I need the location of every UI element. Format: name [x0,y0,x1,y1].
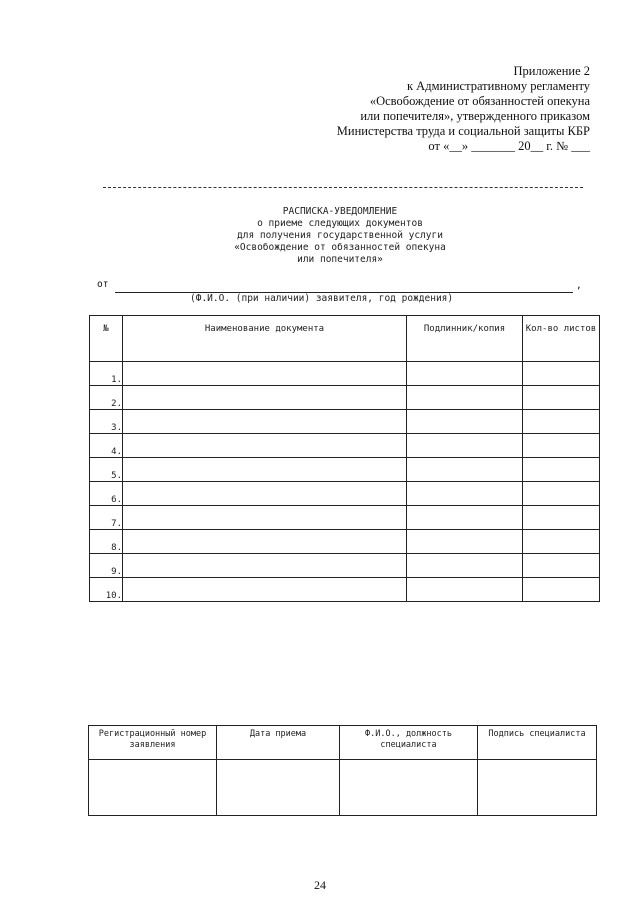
receipt-title-line: для получения государственной услуги [237,230,443,241]
appendix-header [337,64,590,154]
header-document-name: Наименование документа [123,316,407,362]
original-copy-cell[interactable] [407,410,523,434]
appendix-line: или попечителя», утвержденного приказом [360,109,590,123]
row-number: 10. [90,578,123,602]
header-sheet-count: Кол-во листов [523,316,600,362]
table-row [90,362,600,386]
original-copy-cell[interactable] [407,362,523,386]
table-row [90,506,600,530]
receipt-title [180,206,500,266]
sheet-count-cell[interactable] [523,530,600,554]
table-header-row [90,316,600,362]
appendix-line: от «__» _______ 20__ г. № ___ [428,139,590,153]
row-number: 5. [90,458,123,482]
page-number: 24 [314,878,326,892]
documents-table [89,315,600,602]
applicant-field-caption: (Ф.И.О. (при наличии) заявителя, год рождения) [190,293,454,304]
appendix-line: к Административному регламенту [406,79,590,93]
original-copy-cell[interactable] [407,506,523,530]
appendix-line: Приложение 2 [513,64,590,78]
sheet-count-cell[interactable] [523,386,600,410]
from-label: от [97,279,109,290]
document-name-cell[interactable] [123,386,407,410]
receipt-date-cell[interactable] [217,760,340,816]
row-number: 4. [90,434,123,458]
receipt-title-line: РАСПИСКА-УВЕДОМЛЕНИЕ [282,206,398,217]
row-number: 6. [90,482,123,506]
sheet-count-cell[interactable] [523,362,600,386]
sheet-count-cell[interactable] [523,410,600,434]
registration-number-cell[interactable] [89,760,217,816]
appendix-line: Министерства труда и социальной защиты КБР [336,124,590,138]
specialist-name-cell[interactable] [340,760,478,816]
appendix-line: «Освобождение от обязанностей опекуна [369,94,590,108]
table-row [90,578,600,602]
document-name-cell[interactable] [123,530,407,554]
header-number: № [90,316,123,362]
registration-header-row [89,726,597,760]
table-row [90,458,600,482]
cut-line [103,187,583,188]
document-name-cell[interactable] [123,458,407,482]
registration-table [88,725,597,816]
sheet-count-cell[interactable] [523,434,600,458]
original-copy-cell[interactable] [407,386,523,410]
header-specialist-name: Ф.И.О., должность специалиста [340,726,478,760]
receipt-title-line: «Освобождение от обязанностей опекуна [234,242,446,253]
header-receipt-date: Дата приема [217,726,340,760]
receipt-title-line: или попечителя» [297,254,383,265]
document-name-cell[interactable] [123,362,407,386]
sheet-count-cell[interactable] [523,554,600,578]
row-number: 1. [90,362,123,386]
header-registration-number: Регистрационный номер заявления [89,726,217,760]
row-number: 2. [90,386,123,410]
signature-cell[interactable] [478,760,597,816]
table-row [90,386,600,410]
row-number: 9. [90,554,123,578]
table-row [90,410,600,434]
document-name-cell[interactable] [123,578,407,602]
table-row [90,482,600,506]
document-name-cell[interactable] [123,506,407,530]
sheet-count-cell[interactable] [523,458,600,482]
sheet-count-cell[interactable] [523,578,600,602]
original-copy-cell[interactable] [407,482,523,506]
registration-row [89,760,597,816]
original-copy-cell[interactable] [407,578,523,602]
receipt-title-line: о приеме следующих документов [257,218,423,229]
table-row [90,554,600,578]
row-number: 3. [90,410,123,434]
original-copy-cell[interactable] [407,458,523,482]
row-number: 8. [90,530,123,554]
original-copy-cell[interactable] [407,530,523,554]
table-row [90,530,600,554]
document-name-cell[interactable] [123,434,407,458]
original-copy-cell[interactable] [407,554,523,578]
row-number: 7. [90,506,123,530]
sheet-count-cell[interactable] [523,482,600,506]
header-original-copy: Подлинник/копия [407,316,523,362]
table-row [90,434,600,458]
original-copy-cell[interactable] [407,434,523,458]
document-name-cell[interactable] [123,554,407,578]
from-comma: , [576,280,582,291]
header-specialist-signature: Подпись специалиста [478,726,597,760]
document-name-cell[interactable] [123,410,407,434]
sheet-count-cell[interactable] [523,506,600,530]
document-name-cell[interactable] [123,482,407,506]
